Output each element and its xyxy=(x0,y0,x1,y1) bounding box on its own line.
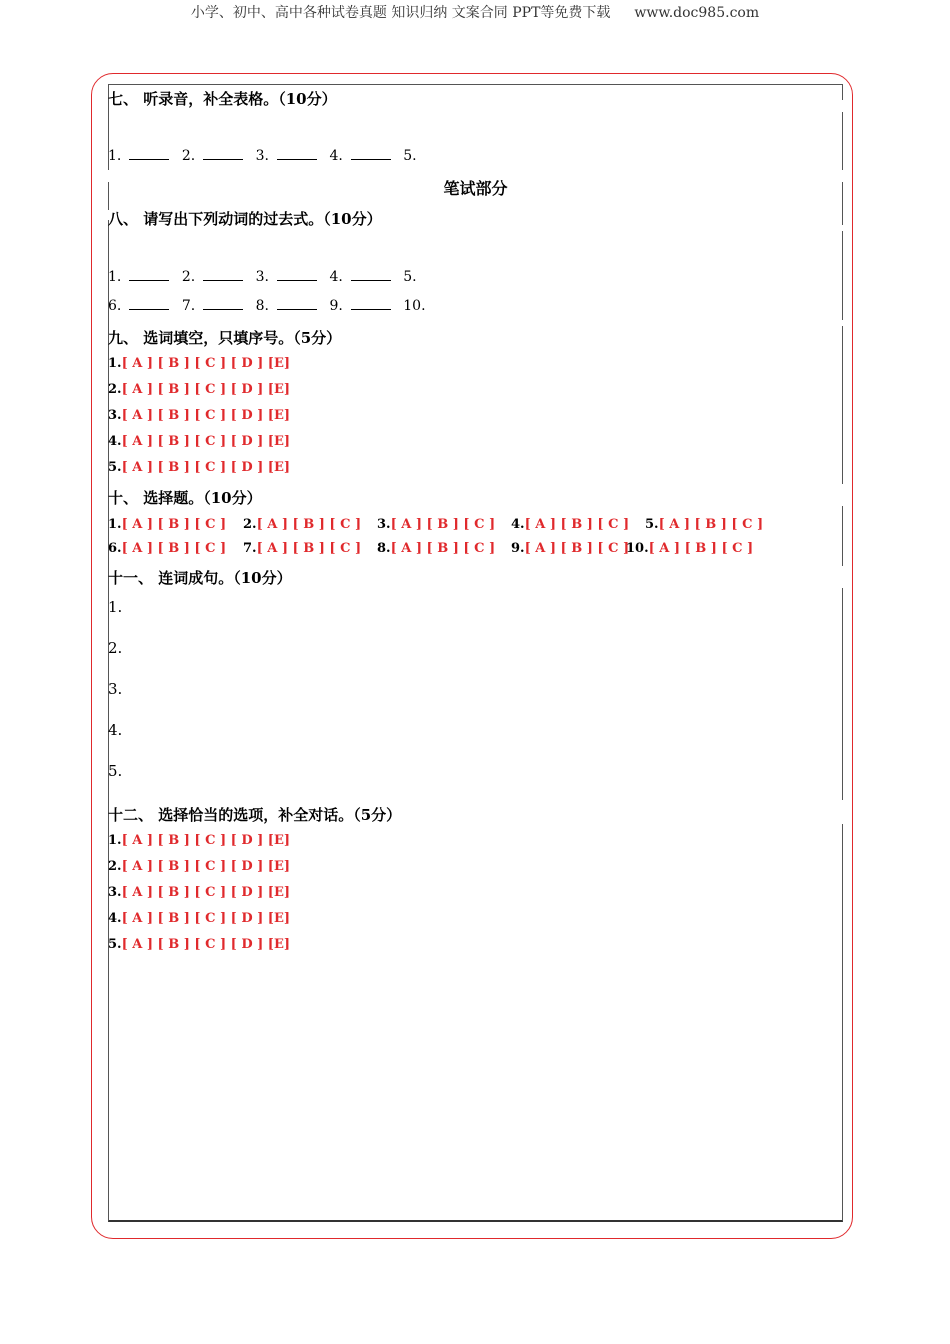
section-9-title: 九、 选词填空，只填序号。（5分） xyxy=(108,329,342,347)
header-text: 小学、初中、高中各种试卷真题 知识归纳 文案合同 PPT等免费下载 xyxy=(190,5,611,21)
blank-item: 5. xyxy=(403,148,417,164)
blank-line[interactable] xyxy=(351,297,391,310)
section-11-title: 十一、 连词成句。（10分） xyxy=(108,569,292,587)
blank-line[interactable] xyxy=(277,297,317,310)
choice-row[interactable]: 5.[ A ] [ B ] [ C ] [ D ] [E] xyxy=(108,937,291,952)
blank-item: 2. xyxy=(182,268,243,285)
choice-row[interactable]: 2.[ A ] [ B ] [ C ] [ D ] [E] xyxy=(108,382,291,397)
blank-item: 10. xyxy=(403,298,426,314)
frame-gap xyxy=(841,800,843,824)
choice-item[interactable]: 8.[ A ] [ B ] [ C ] xyxy=(377,541,496,556)
section-10-title: 十、 选择题。（10分） xyxy=(108,489,262,507)
blank-item: 8. xyxy=(256,297,317,314)
sentence-line[interactable]: 5. xyxy=(108,762,123,780)
frame-gap xyxy=(841,566,843,588)
page-header xyxy=(0,2,950,22)
choice-row[interactable]: 4.[ A ] [ B ] [ C ] [ D ] [E] xyxy=(108,434,291,449)
choice-item[interactable]: 7.[ A ] [ B ] [ C ] xyxy=(243,541,362,556)
section-7-blanks xyxy=(108,147,433,164)
choice-row[interactable]: 5.[ A ] [ B ] [ C ] [ D ] [E] xyxy=(108,460,291,475)
choice-row[interactable]: 3.[ A ] [ B ] [ C ] [ D ] [E] xyxy=(108,408,291,423)
section-12-title: 十二、 选择恰当的选项，补全对话。（5分） xyxy=(108,806,402,824)
blank-item: 2. xyxy=(182,147,243,164)
choice-item[interactable]: 10.[ A ] [ B ] [ C ] xyxy=(626,541,754,556)
sentence-line[interactable]: 1. xyxy=(108,598,123,616)
frame-gap xyxy=(841,484,843,506)
blank-line[interactable] xyxy=(129,297,169,310)
written-part-title: 笔试部分 xyxy=(443,179,508,198)
header-url: www.doc985.com xyxy=(634,5,760,21)
blank-item: 9. xyxy=(329,297,390,314)
frame-gap xyxy=(841,225,843,231)
section-7-title: 七、 听录音，补全表格。（10分） xyxy=(108,90,337,108)
blank-item: 1. xyxy=(108,147,169,164)
sentence-line[interactable]: 2. xyxy=(108,639,123,657)
blank-line[interactable] xyxy=(129,147,169,160)
blank-item: 3. xyxy=(256,147,317,164)
choice-row[interactable]: 2.[ A ] [ B ] [ C ] [ D ] [E] xyxy=(108,859,291,874)
blank-item: 3. xyxy=(256,268,317,285)
blank-item: 4. xyxy=(329,268,390,285)
choice-item[interactable]: 9.[ A ] [ B ] [ C ] xyxy=(511,541,630,556)
blank-line[interactable] xyxy=(351,147,391,160)
blank-item: 1. xyxy=(108,268,169,285)
sentence-line[interactable]: 4. xyxy=(108,721,123,739)
blank-line[interactable] xyxy=(203,268,243,281)
choice-item[interactable]: 3.[ A ] [ B ] [ C ] xyxy=(377,517,496,532)
blank-line[interactable] xyxy=(203,147,243,160)
blank-item: 7. xyxy=(182,297,243,314)
frame-gap xyxy=(841,320,843,326)
section-8-blanks-row1 xyxy=(108,268,433,285)
choice-row[interactable]: 1.[ A ] [ B ] [ C ] [ D ] [E] xyxy=(108,356,291,371)
choice-row[interactable]: 4.[ A ] [ B ] [ C ] [ D ] [E] xyxy=(108,911,291,926)
choice-row[interactable]: 1.[ A ] [ B ] [ C ] [ D ] [E] xyxy=(108,833,291,848)
choice-item[interactable]: 6.[ A ] [ B ] [ C ] xyxy=(108,541,227,556)
blank-item: 4. xyxy=(329,147,390,164)
blank-item: 6. xyxy=(108,297,169,314)
blank-line[interactable] xyxy=(351,268,391,281)
blank-line[interactable] xyxy=(277,147,317,160)
answer-frame xyxy=(108,84,843,1222)
sentence-line[interactable]: 3. xyxy=(108,680,123,698)
frame-gap xyxy=(841,100,843,112)
blank-item: 5. xyxy=(403,269,417,285)
blank-line[interactable] xyxy=(277,268,317,281)
section-8-blanks-row2 xyxy=(108,297,442,314)
section-8-title: 八、 请写出下列动词的过去式。（10分） xyxy=(108,210,382,228)
blank-line[interactable] xyxy=(203,297,243,310)
choice-row[interactable]: 3.[ A ] [ B ] [ C ] [ D ] [E] xyxy=(108,885,291,900)
choice-item[interactable]: 1.[ A ] [ B ] [ C ] xyxy=(108,517,227,532)
choice-item[interactable]: 5.[ A ] [ B ] [ C ] xyxy=(645,517,764,532)
choice-item[interactable]: 4.[ A ] [ B ] [ C ] xyxy=(511,517,630,532)
choice-item[interactable]: 2.[ A ] [ B ] [ C ] xyxy=(243,517,362,532)
blank-line[interactable] xyxy=(129,268,169,281)
